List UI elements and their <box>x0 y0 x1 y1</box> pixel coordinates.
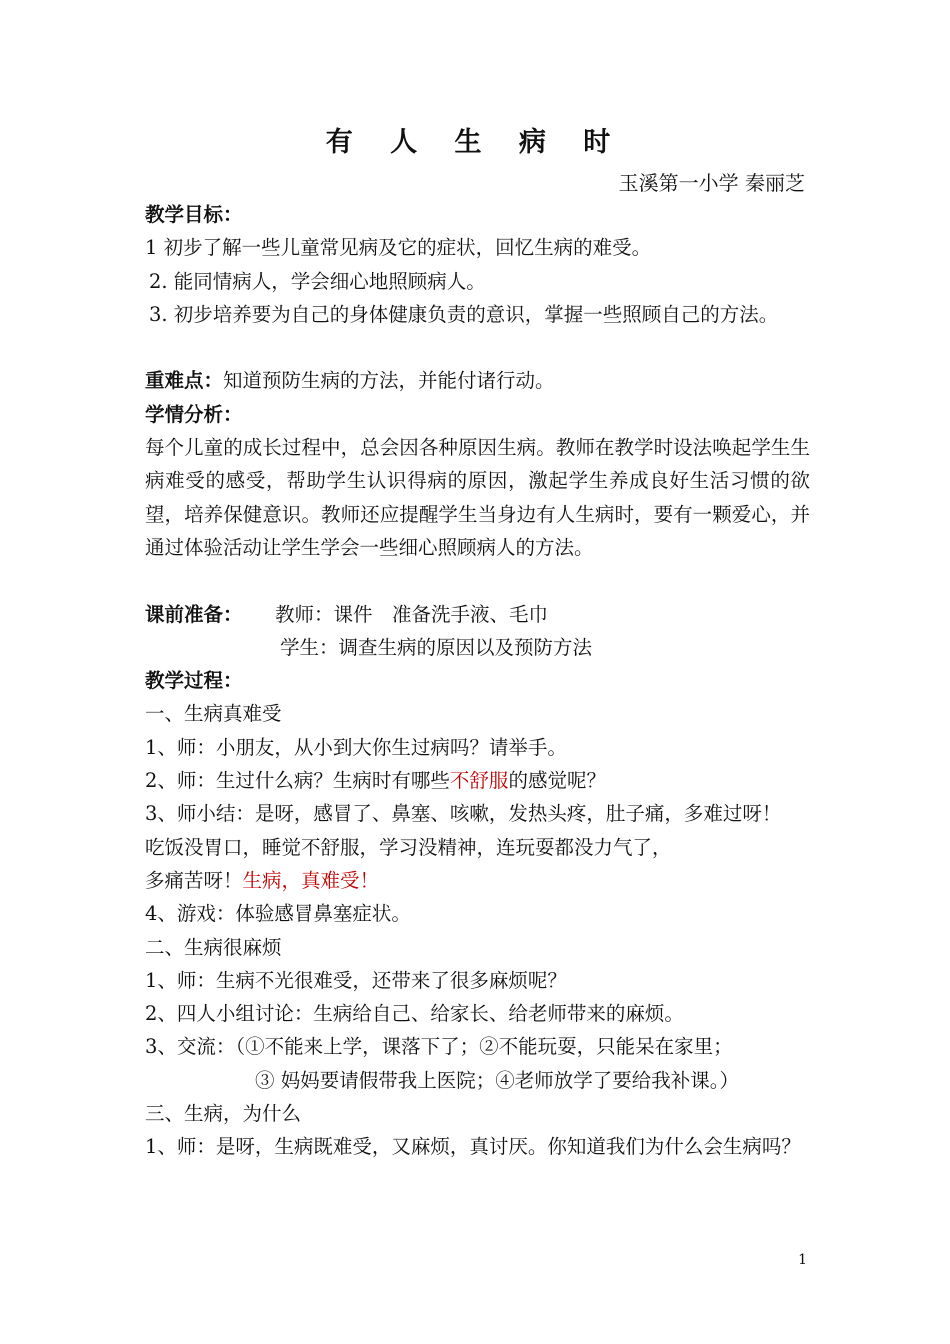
sec3-line-1: 1、师：是呀，生病既难受，又麻烦，真讨厌。你知道我们为什么会生病吗？ <box>145 1135 801 1159</box>
sec2-line-3a: 3、交流：（①不能来上学，课落下了；②不能玩耍，只能呆在家里； <box>145 1035 733 1059</box>
sec1-line-2-highlight: 不舒服 <box>449 769 509 793</box>
keypoints-text: 知道预防生病的方法，并能付诸行动。 <box>223 369 555 393</box>
sec1-title: 一、生病真难受 <box>145 702 282 726</box>
prep-label: 课前准备： <box>145 602 243 626</box>
doc-title: 有 人 生 病 时 <box>325 127 625 158</box>
sec1-line-3b: 吃饭没胃口，睡觉不舒服，学习没精神，连玩耍都没力气了， <box>145 835 672 859</box>
sec1-line-2b: 的感觉呢？ <box>508 769 606 793</box>
prep-row <box>145 598 810 631</box>
sec1-line-3d: ！ <box>359 868 380 892</box>
sec1-line-4: 4、游戏：体验感冒鼻塞症状。 <box>145 902 411 926</box>
sec2-line-1: 1、师：生病不光很难受，还带来了很多麻烦呢？ <box>145 968 567 992</box>
sec1-line-3c <box>145 864 810 897</box>
sec3-title: 三、生病，为什么 <box>145 1102 302 1126</box>
sec2-line-2: 2、四人小组讨论：生病给自己、给家长、给老师带来的麻烦。 <box>145 1002 684 1026</box>
sec2-title: 二、生病很麻烦 <box>145 935 282 959</box>
goal-item-1: 1 初步了解一些儿童常见病及它的症状，回忆生病的难受。 <box>145 236 652 260</box>
page-number: 1 <box>798 1252 807 1268</box>
sec1-line-3-highlight: 生病，真难受 <box>242 868 360 892</box>
sec1-line-3c-text: 多痛苦呀！ <box>145 868 243 892</box>
prep-student: 学生：调查生病的原因以及预防方法 <box>280 635 593 659</box>
analysis-text: 每个儿童的成长过程中，总会因各种原因生病。教师在教学时设法唤起学生生病难受的感受，帮助学生认识得病的原因，激起学生养成良好生活习惯的欲望，培养保健意识。教师还应提醒学生当身边有人生病时，要有一颗爱心，并通过体验活动让学生学会一些细心照顾病人的方法。 <box>145 436 810 559</box>
sec1-line-1: 1、师：小朋友，从小到大你生过病吗？请举手。 <box>145 735 567 759</box>
analysis-heading: 学情分析： <box>145 402 243 426</box>
goals-heading: 教学目标： <box>145 203 243 226</box>
author-line: 玉溪第一小学 秦丽芝 <box>618 171 805 195</box>
goal-item-3: 3. 初步培养要为自己的身体健康负责的意识，掌握一些照顾自己的方法。 <box>149 302 779 326</box>
sec1-line-3a: 3、师小结：是呀，感冒了、鼻塞、咳嗽，发热头疼，肚子痛，多难过呀！ <box>145 802 782 826</box>
process-heading: 教学过程： <box>145 669 243 693</box>
keypoints-label: 重难点： <box>145 369 224 393</box>
goal-item-2: 2. 能同情病人，学会细心地照顾病人。 <box>149 269 486 293</box>
prep-teacher: 教师：课件 准备洗手液、毛巾 <box>275 602 549 626</box>
sec1-line-2a: 2、师：生过什么病？生病时有哪些 <box>145 769 450 793</box>
keypoints-row <box>145 364 810 397</box>
sec2-line-3b: ③ 妈妈要请假带我上医院；④老师放学了要给我补课。） <box>255 1068 739 1092</box>
sec1-line-2 <box>145 764 810 797</box>
doc-body <box>145 198 810 1197</box>
